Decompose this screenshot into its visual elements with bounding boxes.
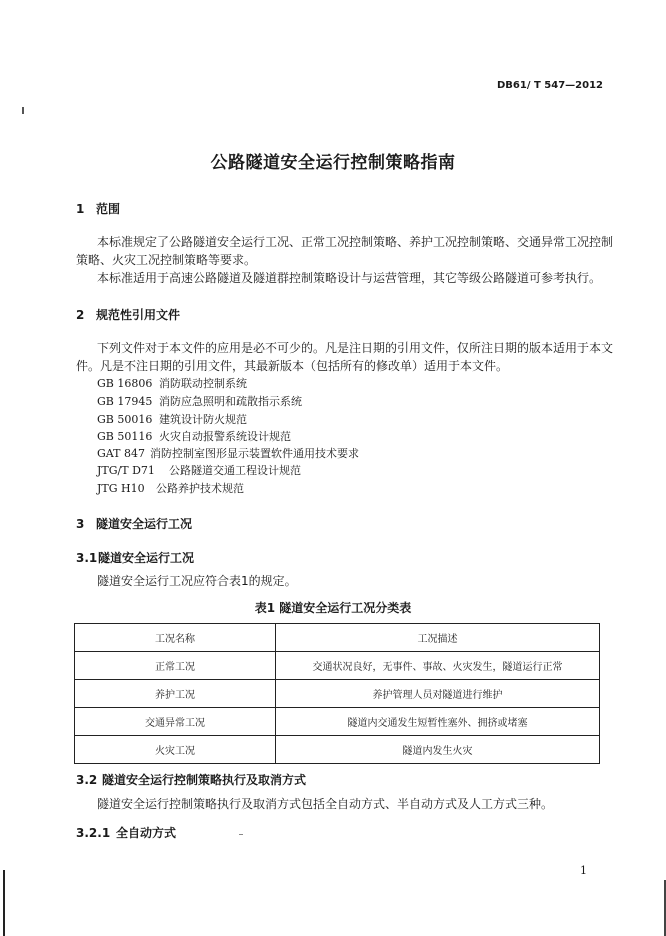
section-number: 3.1: [76, 551, 98, 565]
reference-item: [97, 462, 301, 478]
paragraph-line: 下列文件对于本文件的应用是必不可少的。凡是注日期的引用文件，仅所注日期的版本适用于本文: [97, 341, 614, 355]
reference-item: [97, 375, 247, 391]
table-caption: 表1 隧道安全运行工况分类表: [254, 601, 412, 615]
document-title: 公路隧道安全运行控制策略指南: [210, 153, 456, 173]
reference-code: GB 16806: [97, 377, 153, 390]
reference-name: 建筑设计防火规范: [159, 413, 247, 426]
section-2-heading: [76, 306, 180, 323]
reference-name: 火灾自动报警系统设计规范: [159, 430, 291, 443]
paragraph-line: 策略、火灾工况控制策略等要求。: [76, 253, 257, 267]
reference-code: JTG H10: [97, 482, 145, 495]
table-row: [75, 652, 600, 680]
reference-code: GB 17945: [97, 395, 153, 408]
standard-code: DB61/ T 547—2012: [497, 80, 603, 91]
section-title: 隧道安全运行控制策略执行及取消方式: [102, 773, 307, 787]
table-cell: 正常工况: [75, 652, 276, 680]
section-3-2-heading: [76, 771, 306, 788]
section-number: 3: [76, 517, 85, 531]
table-1: [74, 623, 600, 764]
paragraph-line: 本标准适用于高速公路隧道及隧道群控制策略设计与运营管理，其它等级公路隧道可参考执行。: [97, 271, 602, 285]
section-3-heading: [76, 515, 192, 532]
reference-name: 消防联动控制系统: [159, 377, 247, 390]
reference-item: [97, 393, 302, 409]
scan-speck: [239, 834, 243, 835]
reference-name: 公路养护技术规范: [156, 482, 244, 495]
section-number: 1: [76, 202, 85, 216]
section-1-heading: [76, 200, 120, 217]
table-cell: 交通状况良好，无事件、事故、火灾发生，隧道运行正常: [276, 652, 600, 680]
reference-code: JTG/T D71: [97, 464, 155, 477]
reference-item: [97, 411, 247, 427]
reference-code: GB 50116: [97, 430, 153, 443]
reference-code: GAT 847: [97, 447, 145, 460]
reference-name: 消防应急照明和疏散指示系统: [159, 395, 302, 408]
table-header-row: [75, 624, 600, 652]
reference-item: [97, 428, 291, 444]
paragraph-line: 隧道安全运行工况应符合表1的规定。: [97, 574, 297, 588]
table-row: [75, 680, 600, 708]
table-row: [75, 736, 600, 764]
reference-name: 消防控制室图形显示装置软件通用技术要求: [150, 447, 359, 460]
section-number: 3.2.1: [76, 826, 111, 840]
section-3-2-1-heading: [76, 824, 176, 841]
table-cell: 火灾工况: [75, 736, 276, 764]
paragraph-line: 隧道安全运行控制策略执行及取消方式包括全自动方式、半自动方式及人工方式三种。: [97, 797, 554, 811]
scan-speck: [22, 107, 24, 114]
page-number: 1: [580, 864, 587, 877]
table-header-cell: 工况描述: [276, 624, 600, 652]
section-title: 隧道安全运行工况: [96, 517, 193, 531]
section-3-1-heading: [76, 549, 194, 566]
table-cell: 隧道内交通发生短暂性塞外、拥挤或堵塞: [276, 708, 600, 736]
table-cell: 隧道内发生火灾: [276, 736, 600, 764]
paragraph-line: 件。凡是不注日期的引用文件，其最新版本（包括所有的修改单）适用于本文件。: [76, 359, 509, 373]
section-title: 范围: [96, 202, 121, 216]
reference-name: 公路隧道交通工程设计规范: [169, 464, 301, 477]
table-row: [75, 708, 600, 736]
table-cell: 交通异常工况: [75, 708, 276, 736]
table-cell: 养护工况: [75, 680, 276, 708]
reference-item: [97, 480, 244, 496]
section-number: 2: [76, 308, 85, 322]
table-header-cell: 工况名称: [75, 624, 276, 652]
section-title: 全自动方式: [116, 826, 177, 840]
paragraph-line: 本标准规定了公路隧道安全运行工况、正常工况控制策略、养护工况控制策略、交通异常工况控制: [97, 235, 614, 249]
section-title: 规范性引用文件: [96, 308, 181, 322]
section-number: 3.2: [76, 773, 98, 787]
reference-code: GB 50016: [97, 413, 153, 426]
reference-item: [97, 445, 359, 461]
table-cell: 养护管理人员对隧道进行维护: [276, 680, 600, 708]
scan-edge-line: [3, 870, 5, 936]
section-title: 隧道安全运行工况: [98, 551, 195, 565]
